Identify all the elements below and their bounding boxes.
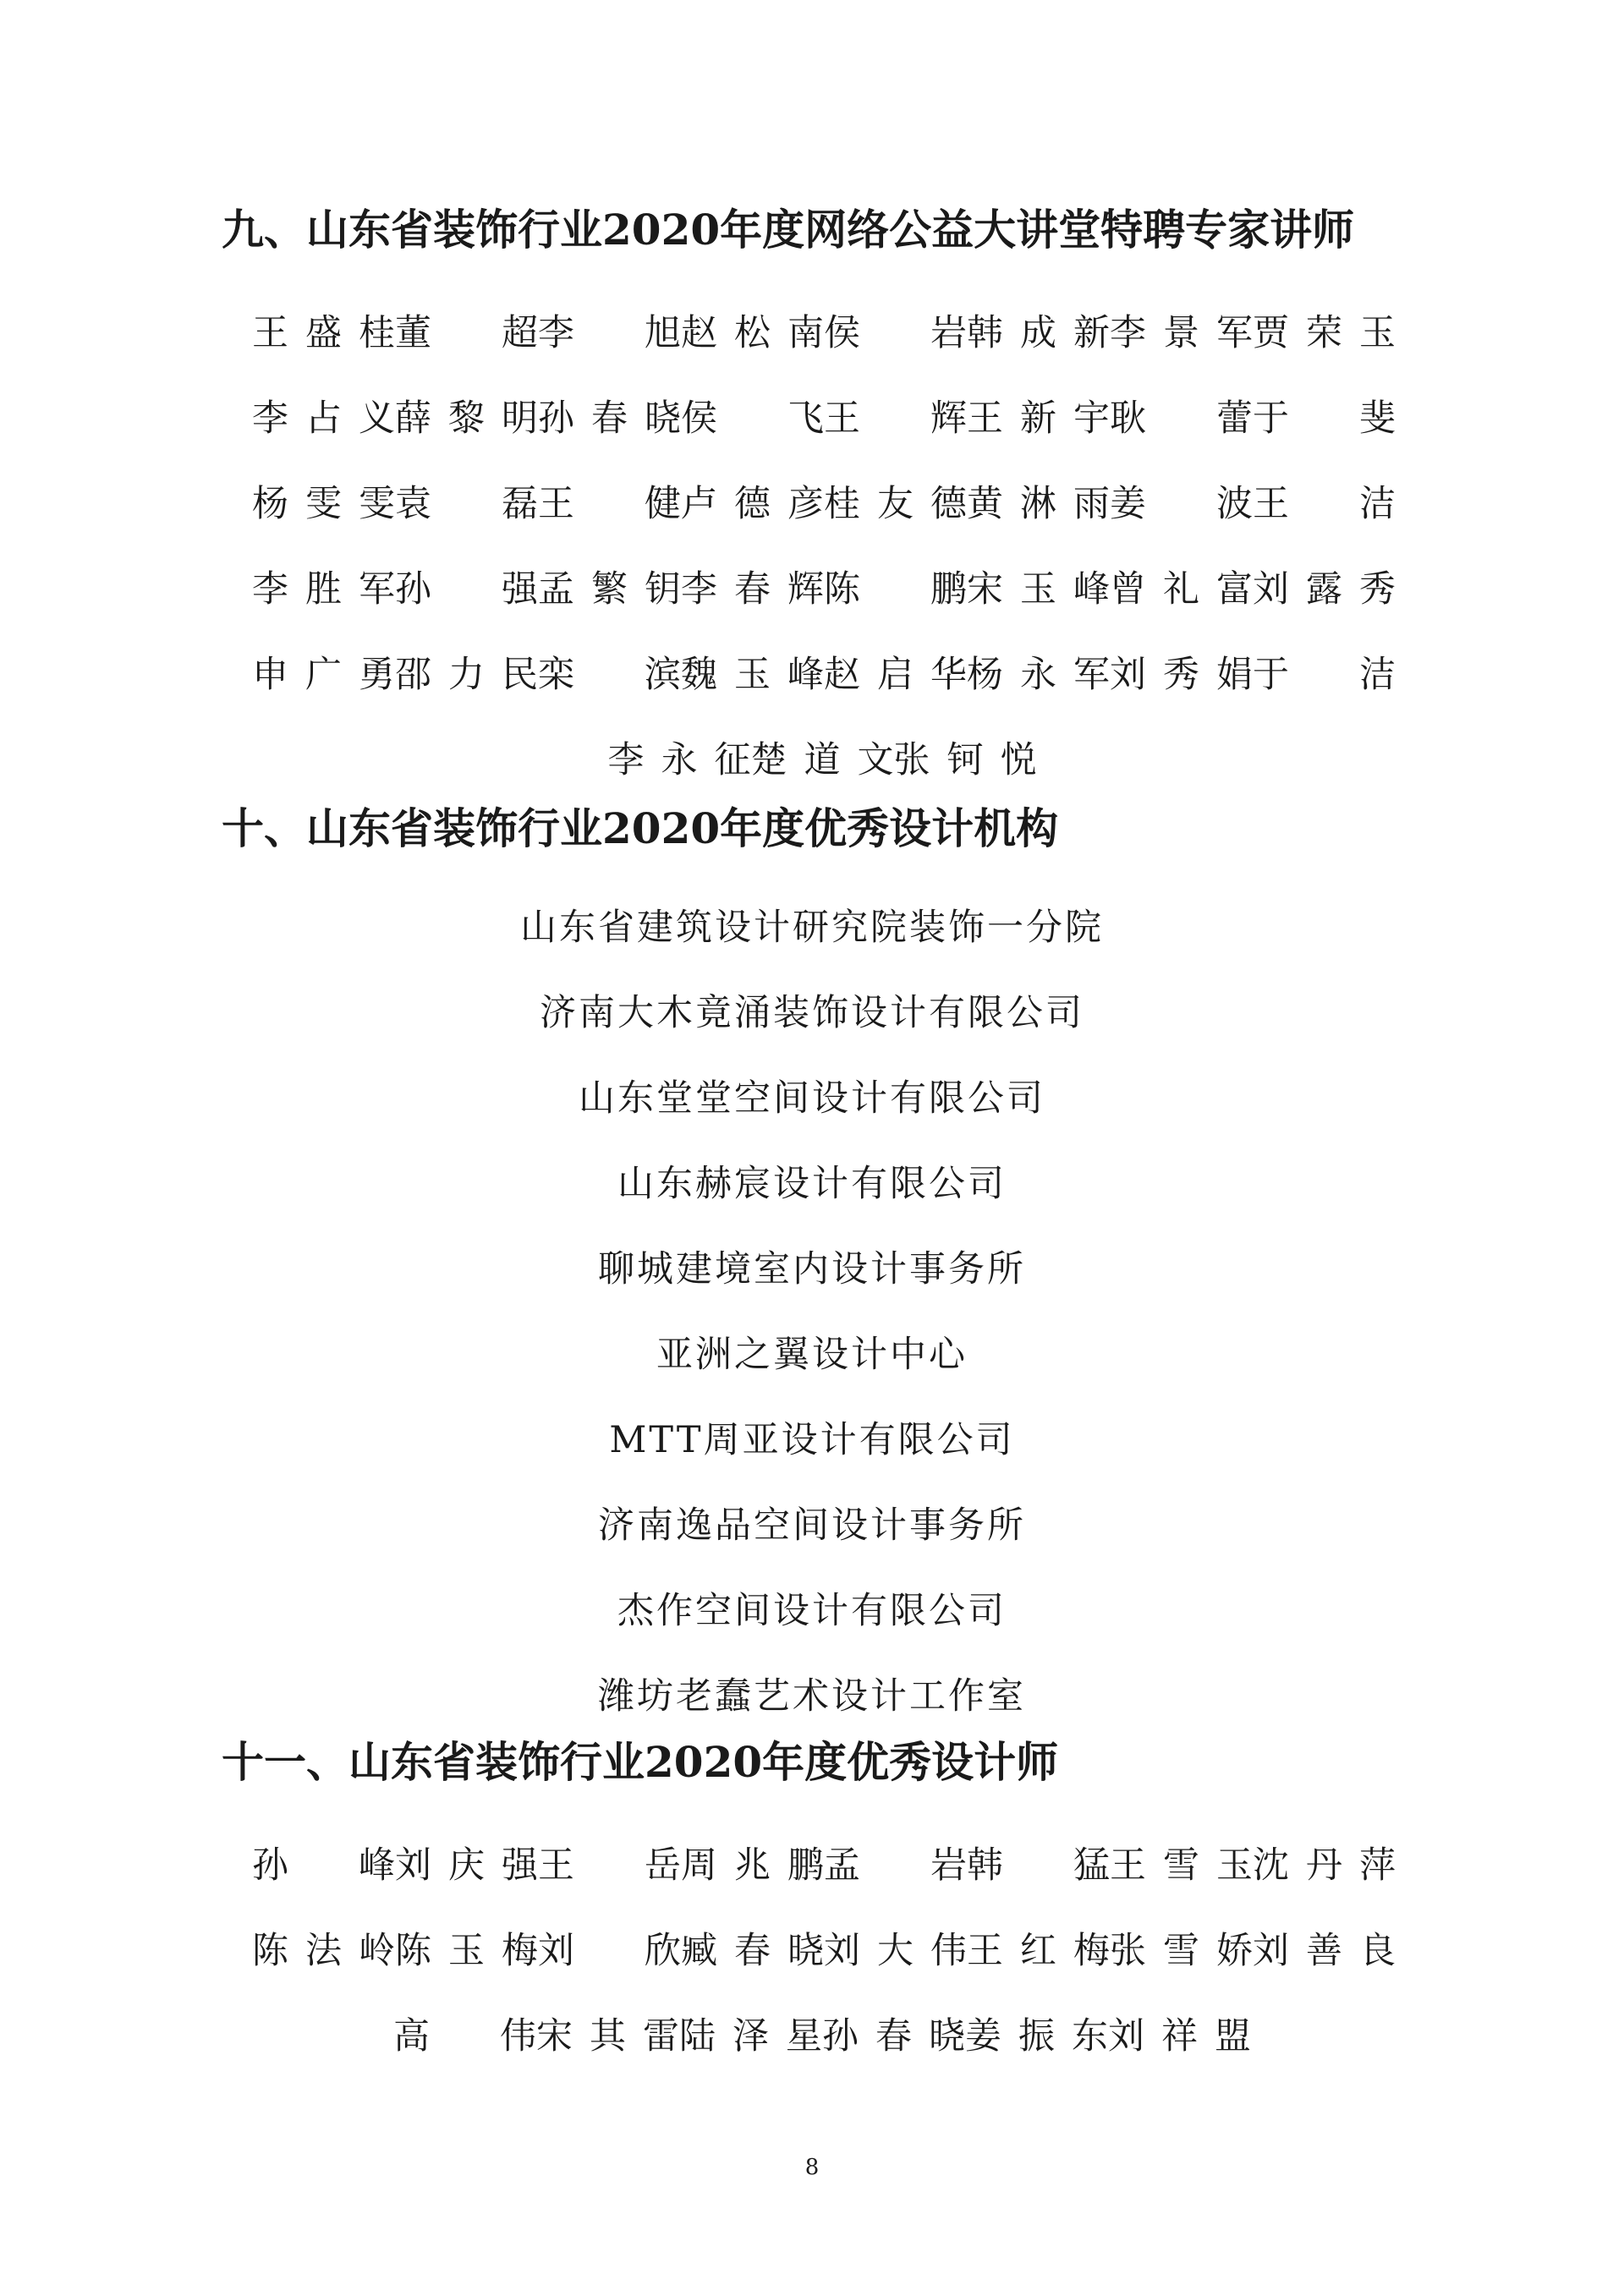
person-name: 王 健: [538, 483, 681, 525]
name-row: [252, 2015, 1392, 2104]
person-name: 刘 庆 强: [395, 1844, 538, 1887]
name-row: [252, 654, 1396, 743]
person-name: 王 盛 桂: [252, 312, 395, 354]
person-name: 孙 强: [395, 568, 538, 611]
person-name: 姜 波: [1110, 483, 1253, 525]
organization-name: 聊城建境室内设计事务所: [598, 1248, 1026, 1290]
name-row: [252, 568, 1396, 657]
person-name: 孟 岩: [824, 1844, 967, 1887]
person-name: 黄 淋 雨: [967, 483, 1110, 525]
person-name: 赵 松 南: [681, 312, 824, 354]
name-row: [252, 483, 1396, 572]
person-name: 魏 玉 峰: [681, 654, 824, 696]
person-name: 董 超: [395, 312, 538, 354]
person-name: 王 岳: [538, 1844, 681, 1887]
person-name: 李 春 辉: [681, 568, 824, 611]
person-name: 韩 猛: [967, 1844, 1110, 1887]
person-name: 王 洁: [1253, 483, 1396, 525]
person-name: 桂 友 德: [824, 483, 967, 525]
section-10-org-list: [0, 907, 1624, 1764]
person-name: 王 红 梅: [967, 1930, 1110, 1972]
person-name: 周 兆 鹏: [681, 1844, 824, 1887]
section-10-heading: 十、山东省装饰行业2020年度优秀设计机构: [222, 803, 1059, 853]
person-name: 于 洁: [1253, 654, 1396, 696]
person-name: 耿 蕾: [1110, 397, 1253, 440]
person-name: 楚 道 文: [750, 739, 894, 781]
person-name: 张 钶 悦: [893, 739, 1037, 781]
person-name: 刘 祥 盟: [1108, 2015, 1251, 2058]
person-name: 赵 启 华: [824, 654, 967, 696]
person-name: 李 旭: [538, 312, 681, 354]
person-name: 曾 礼 富: [1110, 568, 1253, 611]
name-row: [252, 1844, 1396, 1933]
organization-name: 杰作空间设计有限公司: [617, 1590, 1007, 1632]
person-name: 李 景 军: [1110, 312, 1253, 354]
person-name: 孟 繁 钥: [538, 568, 681, 611]
person-name: 杨 雯 雯: [252, 483, 395, 525]
person-name: 李 占 义: [252, 397, 395, 440]
person-name: 孙 春 晓: [538, 397, 681, 440]
section-11-heading: 十一、山东省装饰行业2020年度优秀设计师: [222, 1737, 1059, 1787]
organization-name: MTT周亚设计有限公司: [609, 1419, 1015, 1461]
person-name: 姜 振 东: [965, 2015, 1108, 2058]
organization-name: 济南大木竟涌装饰设计有限公司: [540, 992, 1084, 1034]
person-name: 李 永 征: [607, 739, 751, 781]
organization-name: 山东赫宸设计有限公司: [617, 1163, 1007, 1205]
person-name: 刘 善 良: [1253, 1930, 1396, 1972]
organization-name: 济南逸品空间设计事务所: [598, 1504, 1026, 1547]
person-name: 陈 法 岭: [252, 1930, 395, 1972]
organization-name: 山东堂堂空间设计有限公司: [579, 1077, 1045, 1120]
person-name: 薛 黎 明: [395, 397, 538, 440]
person-name: 韩 成 新: [967, 312, 1110, 354]
person-name: 侯 岩: [824, 312, 967, 354]
person-name: 刘 秀 娟: [1110, 654, 1253, 696]
name-row: [252, 397, 1396, 486]
organization-name: 亚洲之翼设计中心: [656, 1334, 968, 1376]
person-name: 孙 春 晓: [822, 2015, 965, 2058]
person-name: 邵 力 民: [395, 654, 538, 696]
name-row: [252, 1930, 1396, 2019]
person-name: 申 广 勇: [252, 654, 395, 696]
person-name: 陆 泽 星: [679, 2015, 822, 2058]
person-name: 臧 春 晓: [681, 1930, 824, 1972]
section-11-names: [252, 1844, 1396, 2104]
person-name: 袁 磊: [395, 483, 538, 525]
section-9-names: [252, 312, 1396, 828]
person-name: 宋 其 雷: [536, 2015, 679, 2058]
section-9-heading: 九、山东省装饰行业2020年度网络公益大讲堂特聘专家讲师: [222, 205, 1355, 255]
person-name: 孙 峰: [252, 1844, 395, 1887]
person-name: 王 辉: [824, 397, 967, 440]
person-name: 贾 荣 玉: [1253, 312, 1396, 354]
person-name: 李 胜 军: [252, 568, 395, 611]
page-number: 8: [804, 2155, 820, 2180]
person-name: 刘 大 伟: [824, 1930, 967, 1972]
person-name: 沈 丹 萍: [1253, 1844, 1396, 1887]
person-name: 于 斐: [1253, 397, 1396, 440]
person-name: 卢 德 彦: [681, 483, 824, 525]
person-name: 侯 飞: [681, 397, 824, 440]
person-name: 刘 露 秀: [1253, 568, 1396, 611]
person-name: 宋 玉 峰: [967, 568, 1110, 611]
person-name: 刘 欣: [538, 1930, 681, 1972]
person-name: 陈 玉 梅: [395, 1930, 538, 1972]
person-name: 杨 永 军: [967, 654, 1110, 696]
person-name: 王 新 宇: [967, 397, 1110, 440]
person-name: 陈 鹏: [824, 568, 967, 611]
person-name: 栾 滨: [538, 654, 681, 696]
organization-name: 潍坊老蠢艺术设计工作室: [598, 1675, 1026, 1718]
organization-name: 山东省建筑设计研究院装饰一分院: [520, 907, 1104, 949]
person-name: 高 伟: [393, 2015, 536, 2058]
name-row: [252, 312, 1396, 401]
person-name: 张 雪 娇: [1110, 1930, 1253, 1972]
person-name: 王 雪 玉: [1110, 1844, 1253, 1887]
